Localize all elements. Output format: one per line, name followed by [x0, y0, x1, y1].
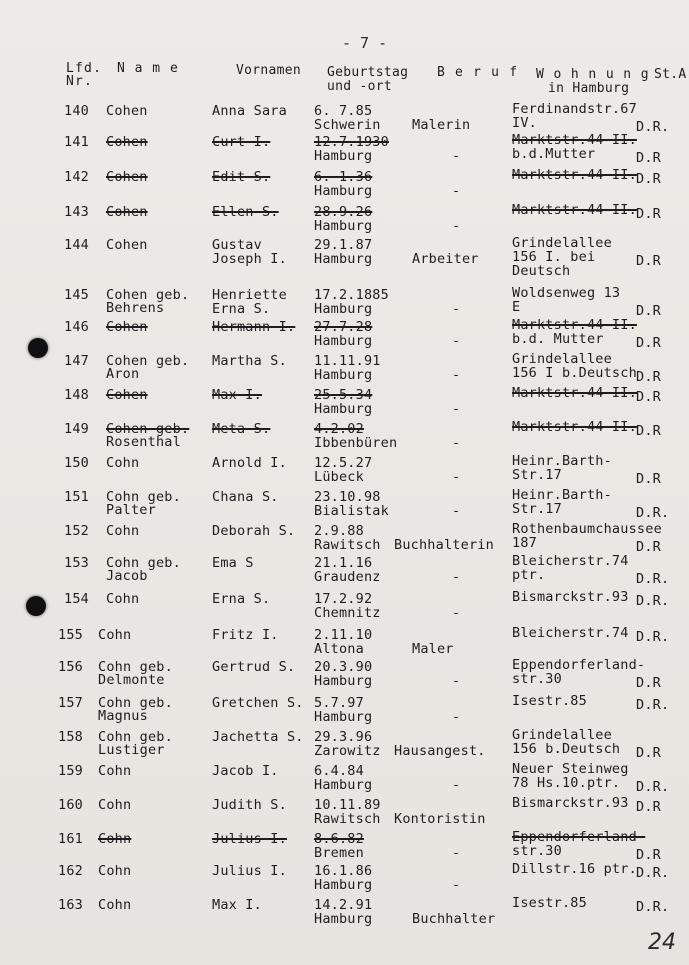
entry-given-names: Max I.: [212, 897, 262, 913]
entry-address: 78 Hs.10.ptr.: [512, 775, 621, 791]
entry-surname: Cohen: [106, 387, 148, 403]
entry-birth-date: 16.1.86: [314, 863, 373, 879]
entry-given-names: Jacob I.: [212, 763, 279, 779]
header-wohnung-sub: in Hamburg: [548, 81, 630, 96]
entry-occupation: -: [452, 435, 461, 451]
entry-citizenship: D.R: [636, 389, 661, 405]
entry-citizenship: D.R.: [636, 697, 670, 713]
entry-address: Neuer Steinweg: [512, 761, 629, 777]
entry-number: 140: [64, 103, 89, 119]
header-wohnung: W o h n u n g: [536, 67, 650, 82]
entry-number: 163: [58, 897, 83, 913]
entry-surname: Cohn geb.: [106, 555, 181, 571]
entry-address: Woldsenweg 13: [512, 285, 621, 301]
entry-number: 141: [64, 134, 89, 150]
entry-birth-date: 21.1.16: [314, 555, 373, 571]
entry-given-names: Joseph I.: [212, 251, 287, 267]
entry-occupation: -: [452, 401, 461, 417]
entry-surname: Cohn geb.: [98, 659, 173, 675]
entry-address: Bismarckstr.93: [512, 589, 629, 605]
entry-address: Ferdinandstr.67: [512, 101, 637, 117]
entry-birth-place: Hamburg: [314, 401, 373, 417]
entry-birth-date: 17.2.92: [314, 591, 373, 607]
entry-occupation: -: [452, 301, 461, 317]
entry-birth-date: 6. 1.36: [314, 169, 373, 185]
entry-address: 156 I. bei: [512, 249, 596, 265]
entry-address: Marktstr.44 II.: [512, 167, 637, 183]
entry-given-names: Deborah S.: [212, 523, 296, 539]
entry-birth-place: Hamburg: [314, 777, 373, 793]
entry-address: IV.: [512, 115, 537, 131]
entry-surname: Delmonte: [98, 672, 165, 688]
entry-address: Grindelallee: [512, 351, 612, 367]
entry-address: Eppendorferland-: [512, 657, 646, 673]
entry-address: str.30: [512, 671, 562, 687]
entry-surname: Behrens: [106, 300, 165, 316]
page-number: - 7 -: [342, 34, 388, 52]
header-staatsangehoerigkeit: St.A: [654, 67, 687, 82]
entry-given-names: Ema S: [212, 555, 254, 571]
entry-birth-place: Lübeck: [314, 469, 364, 485]
entry-birth-place: Hamburg: [314, 709, 373, 725]
entry-number: 147: [64, 353, 89, 369]
entry-citizenship: D.R: [636, 675, 661, 691]
entry-occupation: -: [452, 709, 461, 725]
entry-birth-date: 25.5.34: [314, 387, 373, 403]
entry-occupation: Kontoristin: [394, 811, 486, 827]
entry-surname: Cohn: [106, 523, 140, 539]
entry-surname: Cohen geb.: [106, 287, 190, 303]
punch-hole: [26, 596, 46, 616]
entry-citizenship: D.R.: [636, 571, 670, 587]
entry-occupation: -: [452, 183, 461, 199]
entry-citizenship: D.R: [636, 799, 661, 815]
entry-surname: Cohen: [106, 169, 148, 185]
entry-citizenship: D.R.: [636, 119, 670, 135]
entry-surname: Cohen: [106, 134, 148, 150]
entry-birth-place: Hamburg: [314, 251, 373, 267]
entry-given-names: Arnold I.: [212, 455, 287, 471]
entry-given-names: Ellen S.: [212, 204, 279, 220]
entry-number: 143: [64, 204, 89, 220]
entry-given-names: Edit S.: [212, 169, 271, 185]
entry-surname: Cohn: [98, 863, 132, 879]
entry-surname: Cohen: [106, 237, 148, 253]
entry-address: Heinr.Barth-: [512, 453, 612, 469]
entry-citizenship: D.R.: [636, 505, 670, 521]
entry-birth-place: Bremen: [314, 845, 364, 861]
entry-occupation: -: [452, 569, 461, 585]
entry-birth-place: Hamburg: [314, 911, 373, 927]
entry-address: Rothenbaumchaussee: [512, 521, 662, 537]
entry-number: 145: [64, 287, 89, 303]
entry-occupation: -: [452, 605, 461, 621]
entry-given-names: Max I.: [212, 387, 262, 403]
punch-hole: [28, 338, 48, 358]
entry-birth-place: Rawitsch: [314, 537, 381, 553]
entry-birth-date: 12.5.27: [314, 455, 373, 471]
entry-given-names: Jachetta S.: [212, 729, 304, 745]
entry-given-names: Julius I.: [212, 831, 287, 847]
entry-number: 149: [64, 421, 89, 437]
entry-address: ptr.: [512, 567, 546, 583]
entry-address: b.d.Mutter: [512, 146, 596, 162]
entry-birth-date: 29.3.96: [314, 729, 373, 745]
entry-surname: Aron: [106, 366, 140, 382]
entry-birth-date: 23.10.98: [314, 489, 381, 505]
entry-birth-date: 6. 7.85: [314, 103, 373, 119]
entry-address: str.30: [512, 843, 562, 859]
entry-birth-date: 4.2.02: [314, 421, 364, 437]
entry-surname: Cohen: [106, 204, 148, 220]
entry-given-names: Erna S.: [212, 591, 271, 607]
entry-surname: Cohn: [106, 591, 140, 607]
entry-surname: Magnus: [98, 708, 148, 724]
entry-surname: Cohn geb.: [98, 695, 173, 711]
entry-surname: Cohn: [98, 797, 132, 813]
entry-citizenship: D.R: [636, 303, 661, 319]
entry-citizenship: D.R: [636, 471, 661, 487]
entry-address: 156 I b.Deutsch: [512, 365, 637, 381]
entry-address: Marktstr.44 II.: [512, 317, 637, 333]
entry-citizenship: D.R.: [636, 593, 670, 609]
entry-number: 146: [64, 319, 89, 335]
entry-number: 153: [64, 555, 89, 571]
entry-birth-place: Zarowitz: [314, 743, 381, 759]
entry-given-names: Gertrud S.: [212, 659, 296, 675]
entry-given-names: Fritz I.: [212, 627, 279, 643]
entry-address: Bleicherstr.74: [512, 625, 629, 641]
entry-address: Dillstr.16 ptr.: [512, 861, 637, 877]
entry-occupation: -: [452, 148, 461, 164]
entry-birth-place: Hamburg: [314, 183, 373, 199]
entry-birth-date: 29.1.87: [314, 237, 373, 253]
entry-given-names: Erna S.: [212, 301, 271, 317]
entry-birth-date: 14.2.91: [314, 897, 373, 913]
entry-occupation: Arbeiter: [412, 251, 479, 267]
entry-birth-date: 28.9.26: [314, 204, 373, 220]
entry-address: Deutsch: [512, 263, 571, 279]
entry-given-names: Anna Sara: [212, 103, 287, 119]
entry-occupation: Malerin: [412, 117, 471, 133]
entry-birth-place: Hamburg: [314, 877, 373, 893]
entry-number: 150: [64, 455, 89, 471]
entry-number: 158: [58, 729, 83, 745]
entry-citizenship: D.R: [636, 150, 661, 166]
entry-citizenship: D.R: [636, 745, 661, 761]
entry-birth-place: Schwerin: [314, 117, 381, 133]
entry-address: Isestr.85: [512, 895, 587, 911]
entry-surname: Jacob: [106, 568, 148, 584]
sheet-number: 24: [648, 930, 676, 955]
entry-given-names: Judith S.: [212, 797, 287, 813]
entry-birth-date: 10.11.89: [314, 797, 381, 813]
entry-number: 157: [58, 695, 83, 711]
entry-occupation: -: [452, 845, 461, 861]
entry-citizenship: D.R.: [636, 899, 670, 915]
entry-address: Marktstr.44 II.: [512, 132, 637, 148]
entry-birth-date: 11.11.91: [314, 353, 381, 369]
entry-birth-place: Hamburg: [314, 333, 373, 349]
entry-address: Grindelallee: [512, 235, 612, 251]
header-nr: Nr.: [66, 74, 94, 89]
header-beruf: B e r u f: [437, 65, 519, 80]
entry-birth-place: Hamburg: [314, 301, 373, 317]
entry-given-names: Julius I.: [212, 863, 287, 879]
entry-surname: Rosenthal: [106, 434, 181, 450]
entry-birth-place: Hamburg: [314, 148, 373, 164]
entry-birth-place: Bialistak: [314, 503, 389, 519]
entry-citizenship: D.R.: [636, 865, 670, 881]
entry-address: Grindelallee: [512, 727, 612, 743]
entry-birth-place: Ibbenbüren: [314, 435, 398, 451]
entry-number: 159: [58, 763, 83, 779]
entry-surname: Cohn: [98, 627, 132, 643]
entry-number: 161: [58, 831, 83, 847]
entry-given-names: Chana S.: [212, 489, 279, 505]
entry-surname: Cohn: [98, 897, 132, 913]
entry-birth-date: 5.7.97: [314, 695, 364, 711]
entry-occupation: -: [452, 218, 461, 234]
entry-address: Bleicherstr.74: [512, 553, 629, 569]
entry-birth-place: Rawitsch: [314, 811, 381, 827]
entry-birth-date: 27.7.28: [314, 319, 373, 335]
entry-number: 142: [64, 169, 89, 185]
entry-address: 187: [512, 535, 537, 551]
entry-surname: Cohn: [98, 763, 132, 779]
entry-birth-place: Hamburg: [314, 367, 373, 383]
entry-occupation: -: [452, 333, 461, 349]
entry-citizenship: D.R.: [636, 779, 670, 795]
entry-occupation: Hausangest.: [394, 743, 486, 759]
entry-occupation: Buchhalter: [412, 911, 496, 927]
entry-birth-place: Chemnitz: [314, 605, 381, 621]
entry-citizenship: D.R: [636, 335, 661, 351]
entry-occupation: Buchhalterin: [394, 537, 494, 553]
entry-citizenship: D.R: [636, 171, 661, 187]
entry-birth-date: 2.11.10: [314, 627, 373, 643]
entry-surname: Cohen: [106, 103, 148, 119]
entry-occupation: -: [452, 503, 461, 519]
entry-number: 155: [58, 627, 83, 643]
entry-given-names: Henriette: [212, 287, 287, 303]
entry-occupation: Maler: [412, 641, 454, 657]
entry-birth-date: 8.6.82: [314, 831, 364, 847]
entry-number: 152: [64, 523, 89, 539]
entry-number: 154: [64, 591, 89, 607]
header-name: N a m e: [117, 61, 179, 76]
entry-address: Marktstr.44 II.: [512, 419, 637, 435]
entry-address: Str.17: [512, 501, 562, 517]
entry-number: 144: [64, 237, 89, 253]
entry-address: Marktstr.44 II.: [512, 385, 637, 401]
entry-address: Marktstr.44 II.: [512, 202, 637, 218]
entry-birth-place: Altona: [314, 641, 364, 657]
entry-surname: Cohen: [106, 319, 148, 335]
entry-birth-date: 17.2.1885: [314, 287, 389, 303]
entry-citizenship: D.R: [636, 253, 661, 269]
entry-birth-date: 6.4.84: [314, 763, 364, 779]
entry-address: 156 b.Deutsch: [512, 741, 621, 757]
entry-birth-date: 2.9.88: [314, 523, 364, 539]
header-geburtsort: und -ort: [327, 79, 393, 94]
entry-citizenship: D.R.: [636, 629, 670, 645]
entry-surname: Cohn geb.: [98, 729, 173, 745]
entry-given-names: Gustav: [212, 237, 262, 253]
entry-address: Str.17: [512, 467, 562, 483]
entry-birth-place: Hamburg: [314, 218, 373, 234]
entry-occupation: -: [452, 877, 461, 893]
header-lfd: Lfd.: [66, 61, 103, 76]
entry-address: b.d. Mutter: [512, 331, 604, 347]
entry-address: E: [512, 299, 521, 315]
entry-citizenship: D.R: [636, 539, 661, 555]
entry-surname: Cohn: [106, 455, 140, 471]
entry-surname: Cohen geb.: [106, 421, 190, 437]
header-geburtstag: Geburtstag: [327, 65, 409, 80]
entry-address: Isestr.85: [512, 693, 587, 709]
entry-citizenship: D.R: [636, 847, 661, 863]
entry-given-names: Gretchen S.: [212, 695, 304, 711]
entry-surname: Cohen geb.: [106, 353, 190, 369]
entry-number: 156: [58, 659, 83, 675]
entry-citizenship: D.R: [636, 206, 661, 222]
entry-surname: Lustiger: [98, 742, 165, 758]
entry-number: 160: [58, 797, 83, 813]
entry-given-names: Curt I.: [212, 134, 271, 150]
entry-number: 162: [58, 863, 83, 879]
entry-address: Eppendorferland-: [512, 829, 646, 845]
entry-occupation: -: [452, 367, 461, 383]
entry-birth-date: 20.3.90: [314, 659, 373, 675]
entry-surname: Palter: [106, 502, 156, 518]
entry-birth-date: 12.7.1930: [314, 134, 389, 150]
entry-occupation: -: [452, 673, 461, 689]
entry-address: Heinr.Barth-: [512, 487, 612, 503]
entry-given-names: Hermann I.: [212, 319, 296, 335]
entry-given-names: Martha S.: [212, 353, 287, 369]
entry-address: Bismarckstr.93: [512, 795, 629, 811]
entry-citizenship: D.R: [636, 423, 661, 439]
entry-surname: Cohn: [98, 831, 132, 847]
entry-occupation: -: [452, 777, 461, 793]
entry-citizenship: D.R: [636, 369, 661, 385]
header-vornamen: Vornamen: [236, 63, 302, 78]
entry-given-names: Meta S.: [212, 421, 271, 437]
entry-birth-place: Hamburg: [314, 673, 373, 689]
entry-number: 148: [64, 387, 89, 403]
entry-occupation: -: [452, 469, 461, 485]
entry-birth-place: Graudenz: [314, 569, 381, 585]
entry-surname: Cohn geb.: [106, 489, 181, 505]
entry-number: 151: [64, 489, 89, 505]
